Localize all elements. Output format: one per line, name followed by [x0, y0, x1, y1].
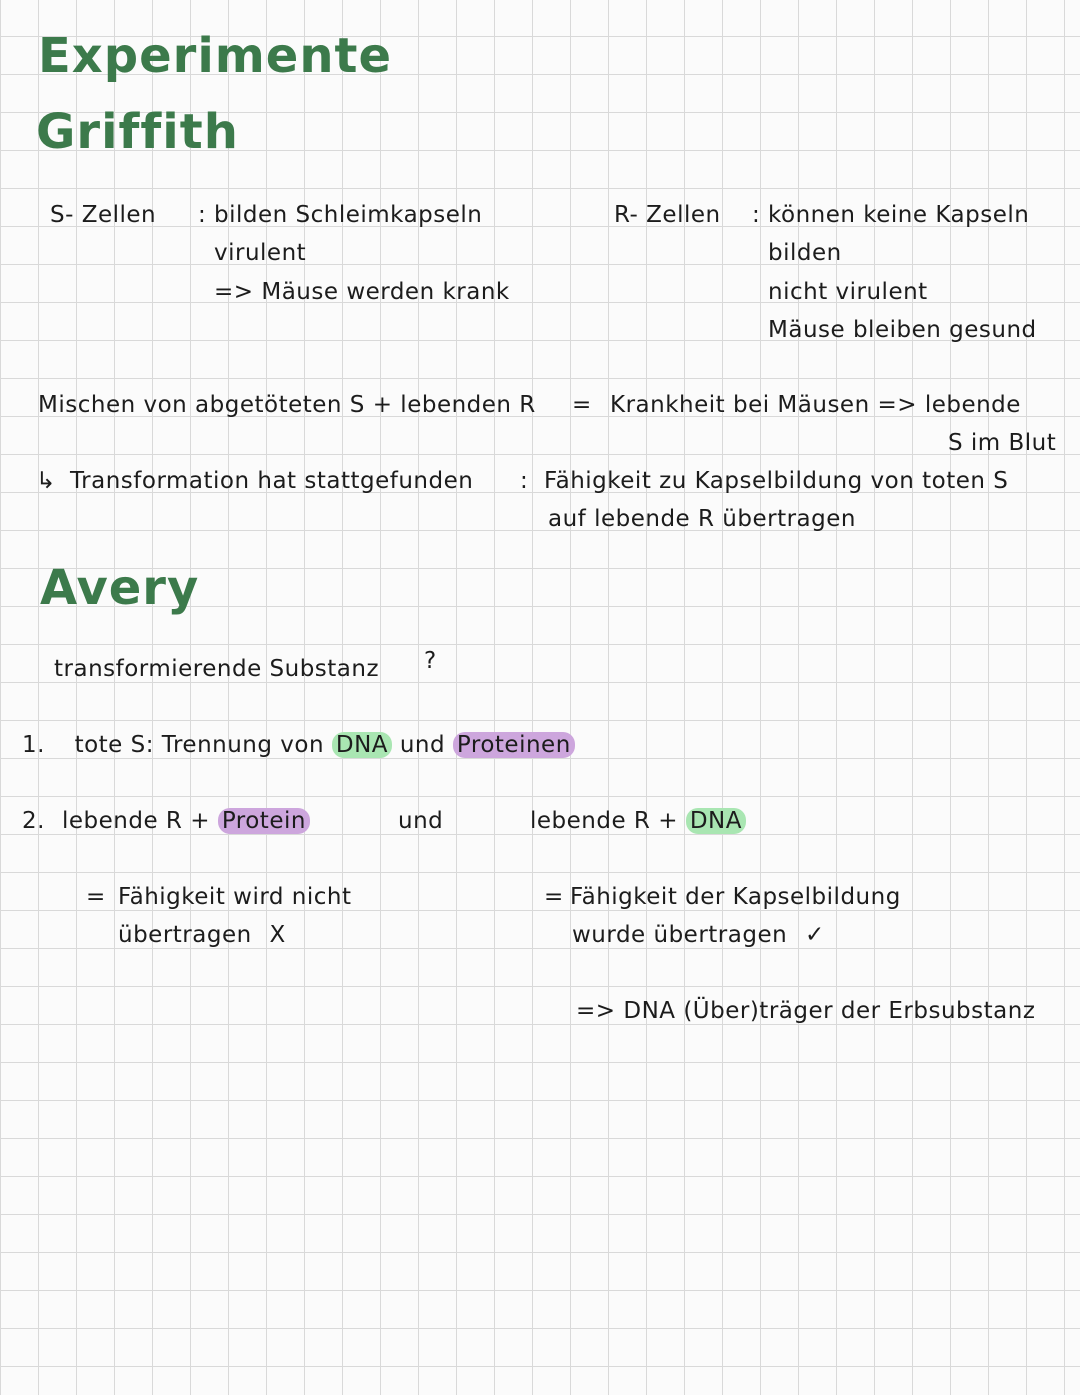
title-experimente: Experimente [38, 28, 393, 84]
transformation-arrow-icon: ↳ [36, 468, 56, 494]
title-griffith: Griffith [36, 104, 239, 160]
cross-icon: X [269, 922, 286, 948]
step2-dna-highlight: DNA [686, 808, 746, 834]
step2-right [530, 808, 746, 834]
r-cells-line4: Mäuse bleiben gesund [768, 317, 1037, 343]
step1-line [22, 732, 575, 758]
check-icon: ✓ [805, 922, 825, 948]
result-right-line2 [572, 922, 825, 948]
r-cells-line2: bilden [768, 240, 842, 266]
step2-protein-highlight: Protein [218, 808, 310, 834]
mixing-equals: = [572, 392, 592, 418]
mixing-left: Mischen von abgetöteten S + lebenden R [38, 392, 536, 418]
r-cells-label: R- Zellen [614, 202, 721, 228]
result-left-line2 [118, 922, 286, 948]
s-cells-line2: virulent [214, 240, 307, 266]
r-cells-colon: : [752, 202, 761, 228]
r-cells-line3: nicht virulent [768, 279, 928, 305]
s-cells-colon: : [198, 202, 207, 228]
result-right-eq: = [544, 884, 564, 910]
mixing-right: Krankheit bei Mäusen => lebende [610, 392, 1021, 418]
step2-right-prefix: lebende R + [530, 808, 678, 834]
step2-left [62, 808, 310, 834]
step1-mid: und [399, 732, 446, 758]
question-text: transformierende Substanz [54, 656, 380, 682]
result-left-line1: Fähigkeit wird nicht [118, 884, 352, 910]
mixing-cont: S im Blut [948, 430, 1057, 456]
result-right-line1: Fähigkeit der Kapselbildung [570, 884, 901, 910]
r-cells-line1: können keine Kapseln [768, 202, 1030, 228]
step1-prefix: tote S: Trennung von [74, 732, 325, 758]
transformation-right1: Fähigkeit zu Kapselbildung von toten S [544, 468, 1009, 494]
s-cells-label: S- Zellen [50, 202, 157, 228]
question-mark: ? [424, 648, 437, 674]
transformation-left: Transformation hat stattgefunden [70, 468, 474, 494]
transformation-right2: auf lebende R übertragen [548, 506, 856, 532]
step1-proteins-highlight: Proteinen [453, 732, 575, 758]
title-avery: Avery [40, 560, 200, 616]
conclusion: => DNA (Über)träger der Erbsubstanz [576, 998, 1036, 1024]
step2-left-prefix: lebende R + [62, 808, 210, 834]
s-cells-line1: bilden Schleimkapseln [214, 202, 483, 228]
step2-number: 2. [22, 808, 45, 834]
s-cells-line3: => Mäuse werden krank [214, 279, 510, 305]
result-left-text: übertragen [118, 922, 252, 948]
result-right-text: wurde übertragen [572, 922, 788, 948]
step2-and: und [398, 808, 444, 834]
step1-number: 1. [22, 732, 45, 758]
result-left-eq: = [86, 884, 106, 910]
transformation-colon: : [520, 468, 529, 494]
step1-dna-highlight: DNA [332, 732, 392, 758]
